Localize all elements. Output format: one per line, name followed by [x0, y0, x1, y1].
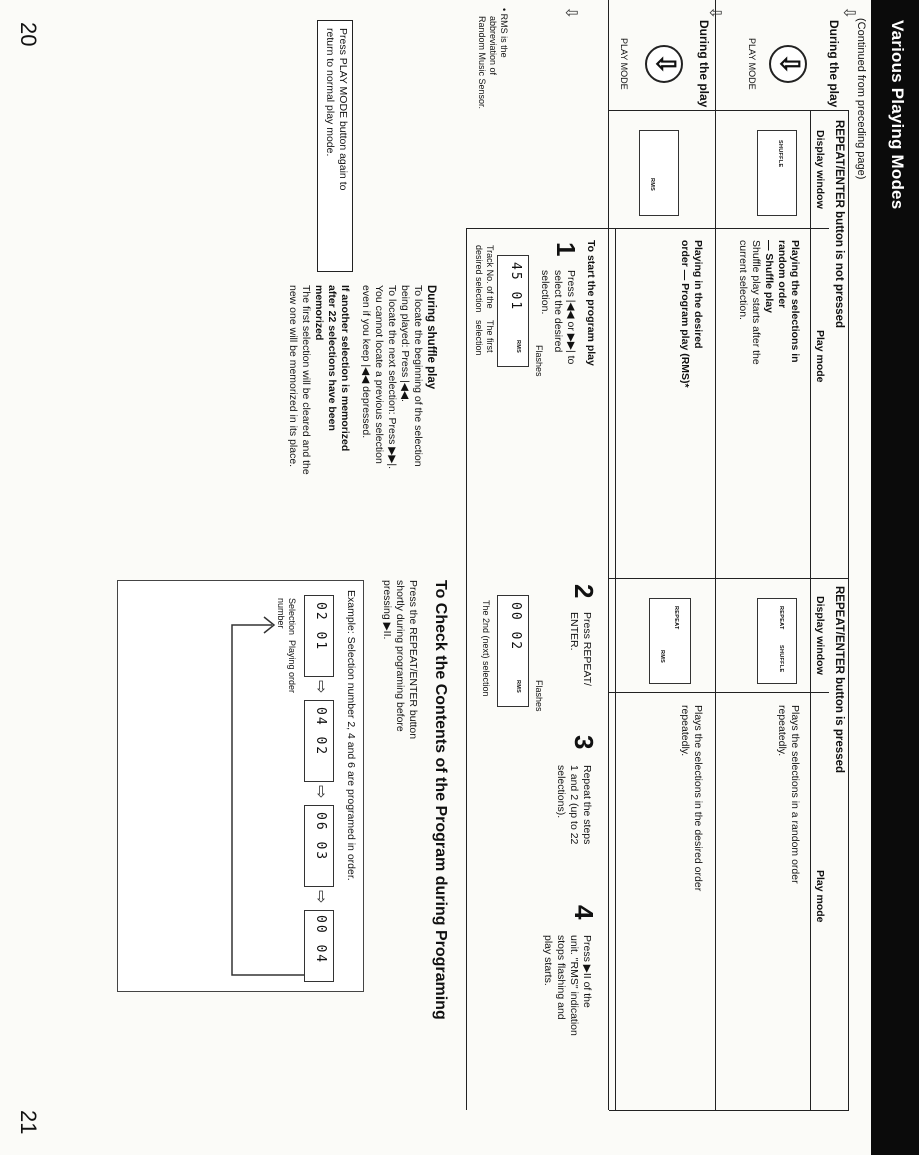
col-rule-3	[609, 692, 829, 693]
press-arrow-icon: ⇩	[775, 53, 805, 75]
footnote-line: • RMS is the	[499, 8, 509, 58]
memo-title-line: If another selection is memorized	[339, 285, 351, 452]
step2-caption: The 2nd (next) selection	[481, 600, 491, 697]
step-line: selections).	[555, 765, 567, 819]
shuffle-play-mode	[736, 240, 801, 365]
check-line: Press the REPEAT/ENTER button	[407, 580, 419, 740]
lcd-repeat-rms	[649, 598, 691, 684]
mode-line: repeatedly.	[679, 705, 691, 757]
caption-line: The first	[485, 320, 495, 353]
shuffle-line: being played: Press |◀◀.	[399, 285, 411, 402]
col-playmode-1: Play mode	[814, 330, 826, 383]
footnote-line: Random Music Sensor.	[477, 16, 487, 110]
down-arrow-icon: ⇩	[706, 6, 723, 20]
return-note	[323, 28, 349, 190]
example-lcd-2-value: 04 02	[313, 707, 328, 757]
table-header-rule	[810, 110, 811, 1110]
example-text: Example: Selection number 2, 4 and 6 are programed in order.	[345, 590, 357, 881]
note-line: return to normal play mode.	[324, 28, 336, 157]
program-play-mode	[678, 240, 704, 388]
shuffle-line: even if you keep |◀◀ depressed.	[360, 285, 372, 439]
step-3-number: 3	[569, 735, 599, 750]
check-line: shortly during programing before	[394, 580, 406, 732]
steps-bottom-rule	[466, 228, 467, 1110]
caption-order: Playing order	[287, 640, 297, 694]
steps-top-rule	[615, 228, 616, 1110]
lcd-shuffle-label: SHUFFLE	[778, 645, 784, 673]
program-title: To start the program play	[585, 240, 597, 366]
group-pressed: REPEAT/ENTER button is pressed	[833, 586, 845, 774]
mode-line: order — Program play (RMS)*	[679, 240, 691, 388]
note-line: Press PLAY MODE button again to	[337, 28, 349, 191]
mode-line: random order	[776, 240, 788, 309]
flashes-label: Flashes	[534, 345, 544, 377]
shuffle-title: During shuffle play	[425, 285, 437, 390]
lcd-rms-label: RMS	[515, 340, 521, 354]
step1-caption-a	[473, 245, 495, 313]
mode-line: Playing in the desired	[692, 240, 704, 349]
example-lcd-3-value: 06 03	[313, 812, 328, 862]
step-4-number: 4	[569, 905, 599, 920]
check-line: pressing ▶II.	[381, 580, 393, 640]
col-display-1: Display window	[814, 130, 826, 209]
row1-label: During the play	[827, 20, 841, 108]
shuffle-line: You cannot locate a previous selection	[373, 285, 385, 464]
down-arrow-icon: ⇩	[562, 6, 579, 20]
memo-line: The first selection will be cleared and the	[300, 285, 312, 475]
col-display-2: Display window	[814, 596, 826, 675]
knob-label-1: PLAY MODE	[747, 38, 757, 90]
step-line: Repeat the steps	[581, 765, 593, 845]
example-lcd-1-value: 02 01	[313, 602, 328, 652]
next-arrow-icon: ⇨	[312, 680, 329, 694]
caption-line: Track No. of the	[485, 245, 495, 309]
steps-left-rule	[466, 228, 616, 229]
page-number-right: 21	[16, 1110, 41, 1135]
mode-line: repeatedly.	[776, 705, 788, 757]
step-line: Press |◀◀ or ▶▶| to	[565, 270, 577, 365]
row2-label: During the play	[697, 20, 711, 108]
memo-title-line: after 22 selections have been	[326, 285, 338, 431]
next-arrow-icon: ⇨	[312, 890, 329, 904]
next-arrow-icon: ⇨	[312, 785, 329, 799]
lcd-repeat-shuffle	[757, 598, 797, 684]
caption-line: desired selection	[474, 245, 484, 313]
table-right-rule	[609, 1110, 849, 1111]
memo-line: new one will be memorized in its place.	[287, 285, 299, 468]
shuffle-line: To locate the beginning of the selection	[412, 285, 424, 467]
flashes-label: Flashes	[534, 680, 544, 712]
lcd-rms-label: RMS	[515, 680, 521, 694]
col-rule-1	[609, 228, 829, 229]
mode-line: current selection.	[737, 240, 749, 320]
table-row-rule	[715, 0, 716, 1110]
lcd-rms-label: RMS	[659, 650, 665, 664]
step-line: ENTER.	[568, 612, 580, 651]
repeat-program-mode	[678, 705, 704, 891]
col-rule-group	[609, 578, 849, 579]
step-line: Press ▶II of the	[581, 935, 593, 1008]
loop-back-arrow-icon	[197, 595, 307, 995]
example-lcd-4-value: 00 04	[313, 915, 328, 965]
lcd-repeat-label: REPEAT	[673, 606, 679, 630]
lcd-rms	[639, 130, 679, 216]
press-arrow-icon: ⇩	[651, 53, 681, 75]
lcd-step2-value: 00 02	[508, 602, 523, 652]
step-2-text	[567, 612, 593, 686]
down-arrow-icon: ⇩	[840, 6, 857, 20]
step1-caption-b	[473, 320, 495, 356]
mode-line: Playing the selections in	[789, 240, 801, 363]
footnote-line: abbreviation of	[488, 16, 498, 76]
caption-line: number	[276, 598, 286, 629]
step-line: unit. "RMS" indication	[568, 935, 580, 1036]
step-line: select the desired	[552, 270, 564, 353]
step-4-text	[541, 935, 593, 1036]
step-1-number: 1	[551, 242, 581, 257]
shuffle-line: To locate the next selection: Press ▶▶|.	[386, 285, 398, 470]
continued-note: (Continued from preceding page)	[855, 18, 867, 180]
rms-footnote	[476, 8, 509, 109]
repeat-shuffle-mode	[775, 705, 801, 884]
mode-line: Plays the selections in a random order	[789, 705, 801, 884]
check-body	[380, 580, 419, 739]
step-line: stops flashing and	[555, 935, 567, 1020]
step-2-number: 2	[569, 584, 599, 599]
caption-line: selection	[474, 320, 484, 356]
table-left-rule	[609, 110, 849, 111]
lcd-rms-label: RMS	[649, 178, 655, 192]
lcd-repeat-label: REPEAT	[778, 606, 784, 630]
mode-line: — Shuffle play	[763, 240, 775, 313]
step-line: 1 and 2 (up to 22	[568, 765, 580, 845]
step-line: play starts.	[542, 935, 554, 986]
table-bottom-rule	[608, 0, 609, 1110]
memo-title-line: memorized	[313, 285, 325, 341]
knob-label-2: PLAY MODE	[619, 38, 629, 90]
mode-line: Shuffle play starts after the	[750, 240, 762, 365]
mode-line: Plays the selections in the desired order	[692, 705, 704, 892]
check-title: To Check the Contents of the Program during Programing	[432, 580, 449, 1020]
step-line: Press REPEAT/	[581, 612, 593, 686]
group-not-pressed: REPEAT/ENTER button is not pressed	[833, 120, 845, 329]
step-line: selection.	[539, 270, 551, 315]
col-playmode-2: Play mode	[814, 870, 826, 923]
shuffle-notes	[286, 285, 437, 475]
caption-line: Selection	[287, 598, 297, 636]
lcd-shuffle-label: SHUFFLE	[777, 140, 783, 168]
page-number-left: 20	[16, 22, 41, 47]
page-title: Various Playing Modes	[888, 20, 907, 210]
lcd-step1-value: 45 01	[508, 262, 523, 312]
table-top-rule	[848, 110, 849, 1110]
step-3-text	[554, 765, 593, 844]
